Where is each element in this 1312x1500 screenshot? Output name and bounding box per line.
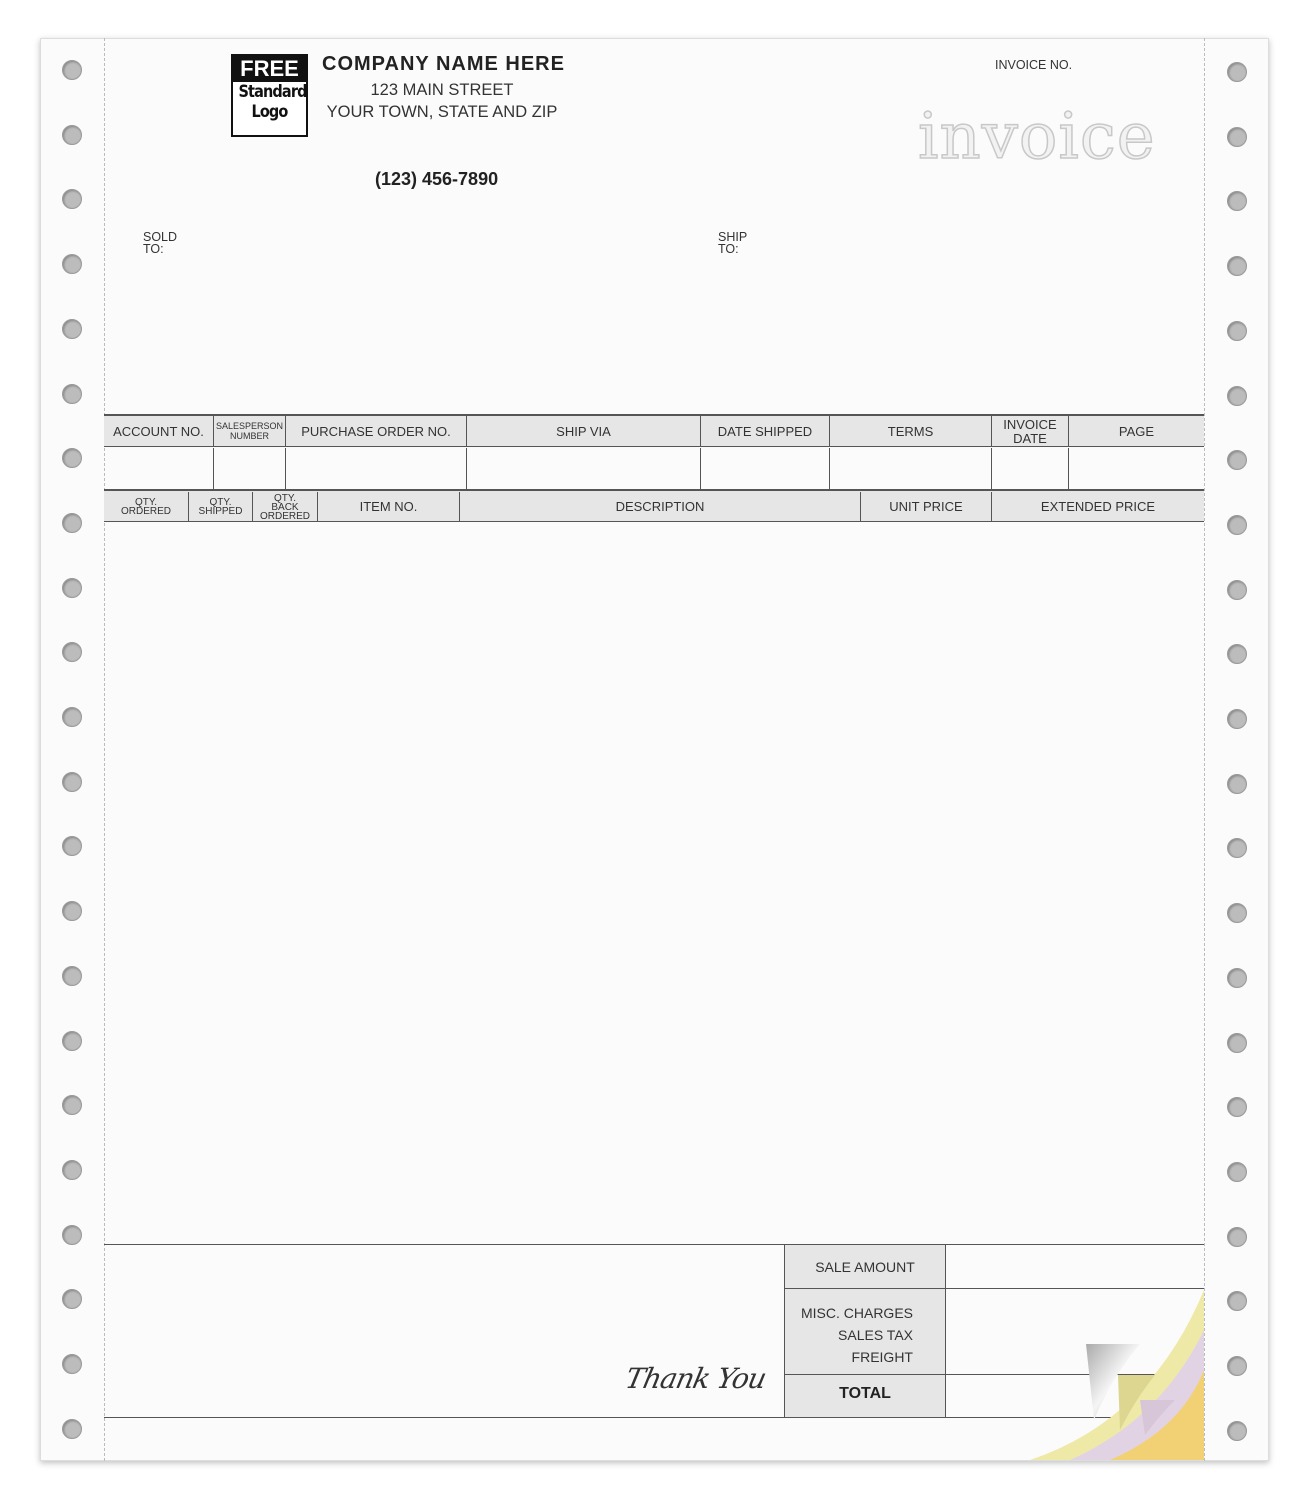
company-city: YOUR TOWN, STATE AND ZIP <box>326 103 558 121</box>
multipart-page-curl-icon <box>1030 1270 1206 1460</box>
misc-charges-label: MISC. CHARGES <box>800 1305 913 1321</box>
thank-you-script: Thank You <box>622 1362 769 1395</box>
sold-to-line2: TO: <box>143 242 164 256</box>
sold-to-label <box>143 231 177 255</box>
freight-label: FREIGHT <box>851 1349 913 1365</box>
tractor-hole-right <box>1227 515 1247 535</box>
tractor-hole-right <box>1227 903 1247 923</box>
order-header-ship-via: SHIP VIA <box>467 416 701 447</box>
invoice-watermark: invoice <box>918 100 1156 174</box>
tractor-hole-left <box>62 384 82 404</box>
items-header-item-no: ITEM NO. <box>318 492 460 522</box>
tractor-hole-left <box>62 60 82 80</box>
order-header-terms: TERMS <box>830 416 992 447</box>
sold-to-line1: SOLD <box>143 230 178 244</box>
items-header-unit-price: UNIT PRICE <box>861 492 992 522</box>
items-header-extended-price: EXTENDED PRICE <box>1040 499 1156 515</box>
order-header-date-shipped: DATE SHIPPED <box>701 416 830 447</box>
logo-logo-text: Logo <box>251 102 288 122</box>
tractor-hole-left <box>62 1354 82 1374</box>
sale-amount-label: SALE AMOUNT <box>815 1259 915 1275</box>
order-header-page: PAGE <box>1118 423 1155 439</box>
order-value-cell[interactable] <box>992 448 1069 490</box>
order-value-cell[interactable] <box>286 448 467 490</box>
line-items-body[interactable] <box>104 523 1204 1244</box>
tractor-hole-left <box>62 966 82 986</box>
tractor-hole-right <box>1227 968 1247 988</box>
company-street: 123 MAIN STREET <box>370 81 514 99</box>
tractor-hole-left <box>62 1419 82 1439</box>
items-header-description: DESCRIPTION <box>460 492 861 522</box>
tractor-hole-left <box>62 1225 82 1245</box>
order-header-purchase-order-no: PURCHASE ORDER NO. <box>286 416 467 447</box>
sales-tax-label: SALES TAX <box>838 1327 913 1343</box>
company-name: COMPANY NAME HERE <box>322 53 565 75</box>
tractor-hole-left <box>62 772 82 792</box>
tractor-hole-left <box>62 513 82 533</box>
items-header-qty-ordered: QTY. ORDERED <box>104 492 189 522</box>
total-label: TOTAL <box>839 1385 891 1402</box>
tractor-hole-left <box>62 319 82 339</box>
tractor-hole-right <box>1227 1356 1247 1376</box>
tractor-hole-right <box>1227 774 1247 794</box>
company-phone: (123) 456-7890 <box>375 169 499 189</box>
order-value-cell[interactable] <box>467 448 701 490</box>
tractor-hole-right <box>1227 321 1247 341</box>
items-header-qty-shipped: QTY. SHIPPED <box>189 492 253 522</box>
ship-to-line2: TO: <box>718 242 739 256</box>
right-perforation <box>1204 38 1205 1461</box>
order-value-cell[interactable] <box>214 448 286 490</box>
tractor-hole-left <box>62 901 82 921</box>
tractor-hole-right <box>1227 1162 1247 1182</box>
tractor-hole-left <box>62 1160 82 1180</box>
tractor-hole-left <box>62 707 82 727</box>
tractor-hole-right <box>1227 580 1247 600</box>
order-value-cell[interactable] <box>104 448 214 490</box>
logo <box>231 54 308 137</box>
tractor-hole-right <box>1227 386 1247 406</box>
tractor-hole-right <box>1227 62 1247 82</box>
order-header-invoice-date: INVOICE DATE <box>992 416 1069 447</box>
order-value-cell[interactable] <box>830 448 992 490</box>
invoice-no-label: INVOICE NO. <box>995 58 1073 72</box>
misc-block <box>784 1302 913 1368</box>
tractor-hole-right <box>1227 127 1247 147</box>
order-value-cell[interactable] <box>1069 448 1204 490</box>
order-header-account-no: ACCOUNT NO. <box>104 416 214 447</box>
ship-to-label <box>718 231 747 255</box>
tractor-hole-left <box>62 578 82 598</box>
tractor-hole-left <box>62 254 82 274</box>
items-header-qty-back-ordered: QTY. BACK ORDERED <box>253 492 318 522</box>
tractor-hole-right <box>1227 709 1247 729</box>
logo-standard-text: Standard <box>238 82 307 102</box>
tractor-hole-right <box>1227 1421 1247 1441</box>
tractor-hole-right <box>1227 1033 1247 1053</box>
logo-free-text: FREE <box>233 56 306 82</box>
tractor-hole-left <box>62 1031 82 1051</box>
tractor-hole-right <box>1227 1227 1247 1247</box>
order-value-cell[interactable] <box>701 448 830 490</box>
ship-to-line1: SHIP <box>718 230 748 244</box>
tractor-hole-left <box>62 125 82 145</box>
order-header-salesperson-number: SALESPERSON NUMBER <box>214 416 286 447</box>
tractor-hole-right <box>1227 256 1247 276</box>
